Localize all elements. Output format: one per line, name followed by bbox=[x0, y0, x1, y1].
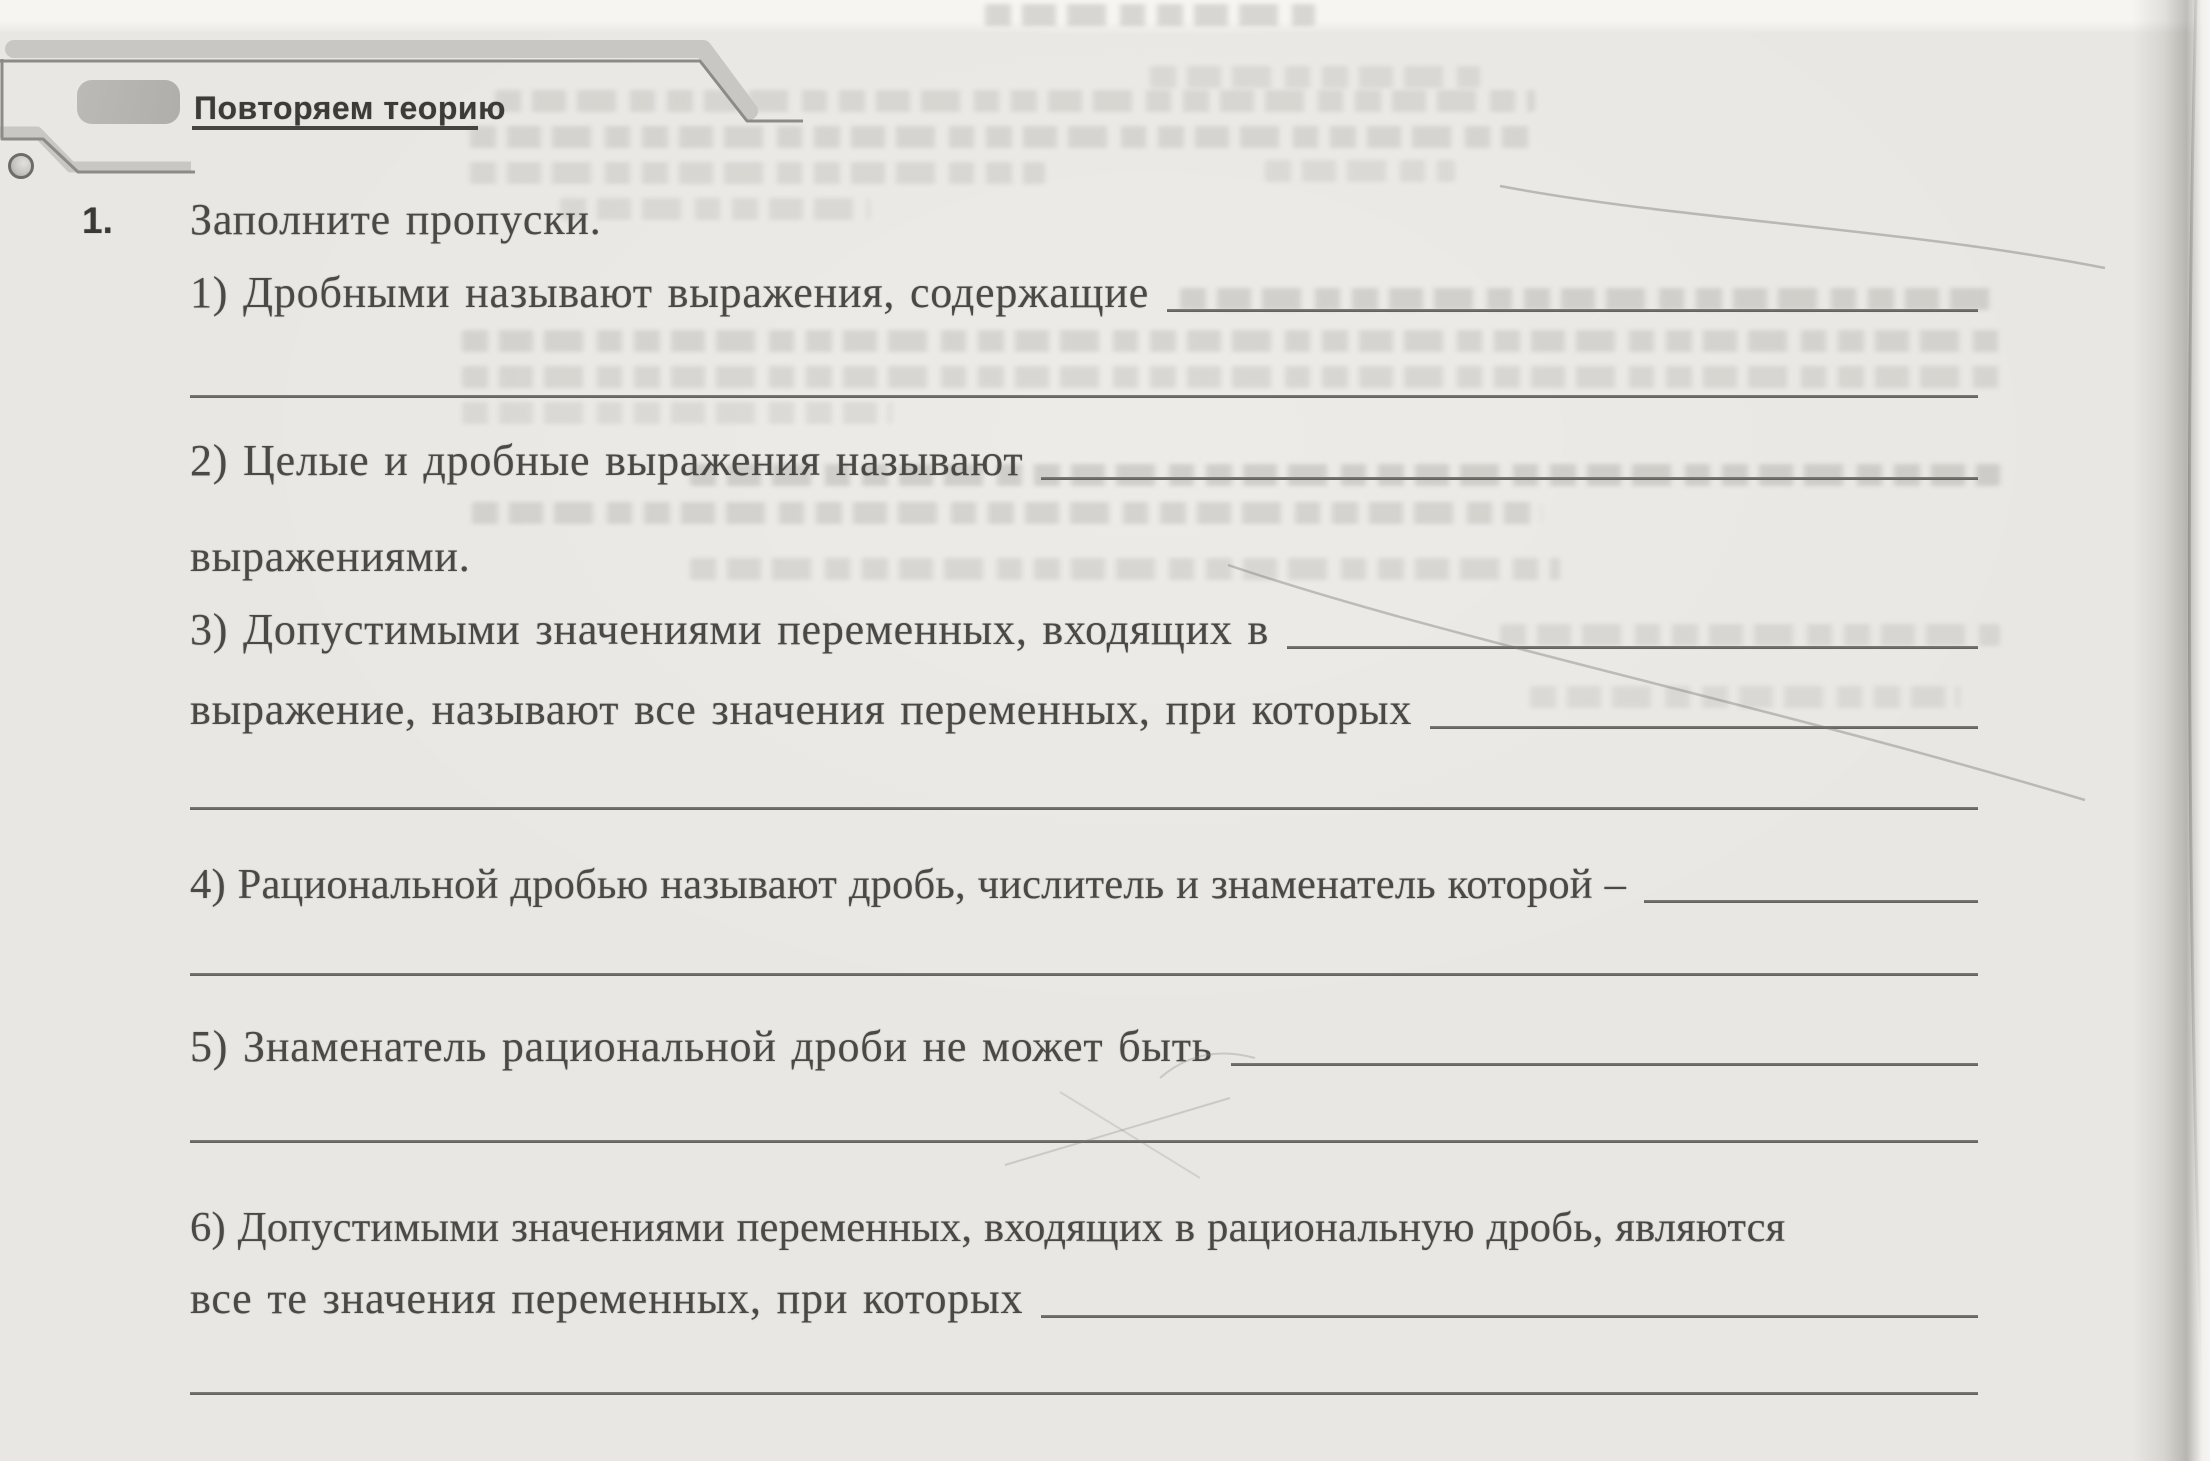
bleed-through-ghost bbox=[985, 4, 1315, 26]
answer-blank[interactable] bbox=[1287, 646, 1978, 649]
task-instruction-row bbox=[190, 188, 1978, 242]
section-title: Повторяем теорию bbox=[194, 90, 506, 126]
answer-row bbox=[190, 1092, 1978, 1146]
answer-blank[interactable] bbox=[1430, 726, 1978, 729]
task-number: 1. bbox=[82, 200, 113, 241]
item-text: выражениями. bbox=[190, 532, 471, 581]
item-text: 4) Рациональной дробью называют дробь, числитель и знаменатель которой – bbox=[190, 860, 1627, 908]
task-item-line bbox=[190, 852, 1978, 906]
item-text: 6) Допустимыми значениями переменных, входящих в рациональную дробь, являются bbox=[190, 1203, 1786, 1251]
task-instruction: Заполните пропуски. bbox=[190, 195, 602, 244]
task-item-line bbox=[190, 678, 1978, 732]
section-tab-badge bbox=[77, 80, 180, 124]
answer-row bbox=[190, 347, 1978, 401]
bleed-through-ghost bbox=[472, 502, 1542, 524]
item-text: 5) Знаменатель рациональной дроби не может быть bbox=[190, 1022, 1213, 1071]
item-text: выражение, называют все значения переменных, при которых bbox=[190, 685, 1413, 734]
bleed-through-ghost bbox=[1150, 66, 1480, 88]
answer-blank[interactable] bbox=[1041, 1315, 1978, 1318]
task-item-line bbox=[190, 261, 1978, 315]
item-text: 2) Целые и дробные выражения называют bbox=[190, 436, 1024, 485]
answer-blank[interactable] bbox=[190, 395, 1978, 398]
answer-blank[interactable] bbox=[190, 807, 1978, 810]
bleed-through-ghost bbox=[495, 90, 1535, 112]
task-item-line bbox=[190, 1267, 1978, 1321]
answer-blank[interactable] bbox=[190, 1140, 1978, 1143]
task-item-line bbox=[190, 429, 1978, 483]
answer-blank[interactable] bbox=[1231, 1063, 1978, 1066]
answer-blank[interactable] bbox=[1644, 900, 1978, 903]
page-right-edge-shadow bbox=[2132, 0, 2210, 1461]
item-text: 1) Дробными называют выражения, содержащие bbox=[190, 268, 1150, 317]
task-item-line bbox=[190, 1195, 1978, 1249]
bleed-through-ghost bbox=[462, 402, 892, 424]
item-text: все те значения переменных, при которых bbox=[190, 1274, 1024, 1323]
answer-row bbox=[190, 925, 1978, 979]
answer-blank[interactable] bbox=[190, 1392, 1978, 1395]
section-title-underline bbox=[192, 126, 478, 130]
punch-hole-icon bbox=[10, 155, 33, 178]
bleed-through-ghost bbox=[470, 126, 1535, 148]
task-item-line bbox=[190, 598, 1978, 652]
task-item-line bbox=[190, 1015, 1978, 1069]
item-text: 3) Допустимыми значениями переменных, входящих в bbox=[190, 605, 1270, 654]
bleed-through-ghost bbox=[1265, 160, 1455, 182]
answer-row bbox=[190, 759, 1978, 813]
answer-blank[interactable] bbox=[1167, 309, 1978, 312]
answer-row bbox=[190, 1344, 1978, 1398]
answer-blank[interactable] bbox=[1041, 477, 1978, 480]
bleed-through-ghost bbox=[470, 162, 1045, 184]
task-item-line bbox=[190, 525, 1978, 579]
answer-blank[interactable] bbox=[190, 973, 1978, 976]
